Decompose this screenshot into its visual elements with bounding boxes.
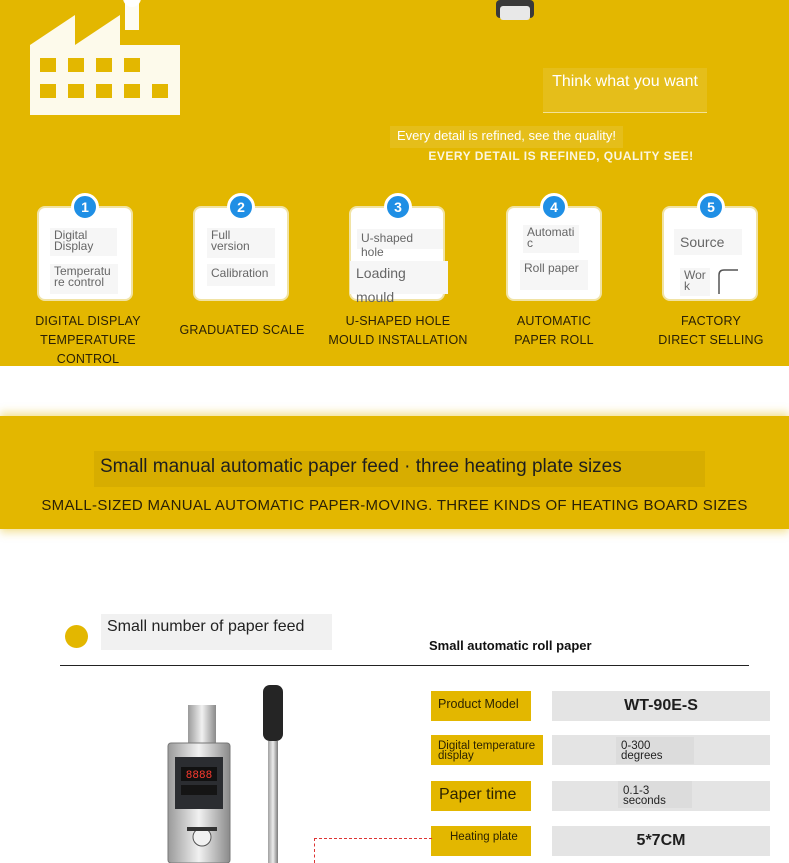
corner-bracket-icon (708, 268, 740, 298)
spec-label-model: Product Model (431, 691, 531, 721)
feature-3-line-2: Loading mould (350, 261, 448, 294)
section-dot (65, 625, 88, 648)
feature-2-caption-1: GRADUATED SCALE (179, 323, 305, 337)
feature-5-caption-2: DIRECT SELLING (658, 333, 764, 347)
feature-badge-4: 4 (540, 193, 568, 221)
feature-badge-1: 1 (71, 193, 99, 221)
feature-1-caption-1: DIGITAL DISPLAY (35, 314, 141, 328)
section-title: Small number of paper feed (101, 614, 332, 650)
spec-value-paper-time: 0.1-3 seconds (618, 781, 692, 808)
device-icon (490, 0, 540, 22)
feature-3-line-1: U-shaped hole (357, 229, 443, 249)
spec-value-model: WT-90E-S (552, 691, 770, 721)
hero-subtitle-en: EVERY DETAIL IS REFINED, QUALITY SEE! (428, 149, 694, 163)
hero-subtitle: Every detail is refined, see the quality! (390, 126, 623, 148)
spec-value-temperature: 0-300 degrees (616, 737, 694, 764)
feature-badge-2: 2 (227, 193, 255, 221)
feature-2-line-2: Calibration (207, 264, 275, 286)
section-divider (60, 665, 749, 666)
feature-1-caption-2: TEMPERATURE CONTROL (40, 333, 136, 366)
spec-value-heating-plate: 5*7CM (552, 826, 770, 856)
feature-5-caption-1: FACTORY (681, 314, 741, 328)
leader-line (314, 838, 432, 863)
feature-5-line-1: Source (674, 229, 742, 255)
band-subtitle: SMALL-SIZED MANUAL AUTOMATIC PAPER-MOVING. THREE KINDS OF HEATING BOARD SIZES (41, 497, 748, 514)
feature-3-caption-1: U-SHAPED HOLE (345, 314, 451, 328)
feature-2-line-1: Full version (207, 228, 275, 258)
hero-title: Think what you want (543, 68, 707, 113)
feature-1-line-2: Temperatu re control (50, 264, 118, 294)
spec-label-paper-time: Paper time (431, 781, 531, 811)
band-title: Small manual automatic paper feed · three heating plate sizes (94, 451, 705, 487)
product-display-readout: 8888 (185, 770, 213, 782)
factory-icon (30, 0, 180, 115)
feature-5-line-2: Wor k (680, 268, 710, 296)
section-subtitle: Small automatic roll paper (429, 638, 592, 653)
feature-4-caption-2: PAPER ROLL (514, 333, 594, 347)
feature-1-line-1: Digital Display (50, 228, 117, 256)
feature-badge-3: 3 (384, 193, 412, 221)
spec-label-heating-plate: Heating plate (431, 826, 531, 856)
feature-3-caption-2: MOULD INSTALLATION (328, 333, 468, 347)
spec-label-temperature: Digital temperature display (431, 735, 543, 765)
feature-badge-5: 5 (697, 193, 725, 221)
product-machine-image (155, 685, 305, 863)
feature-4-line-2: Roll paper (520, 260, 588, 290)
feature-4-caption-1: AUTOMATIC (516, 314, 592, 328)
feature-4-line-1: Automati c (523, 225, 579, 253)
